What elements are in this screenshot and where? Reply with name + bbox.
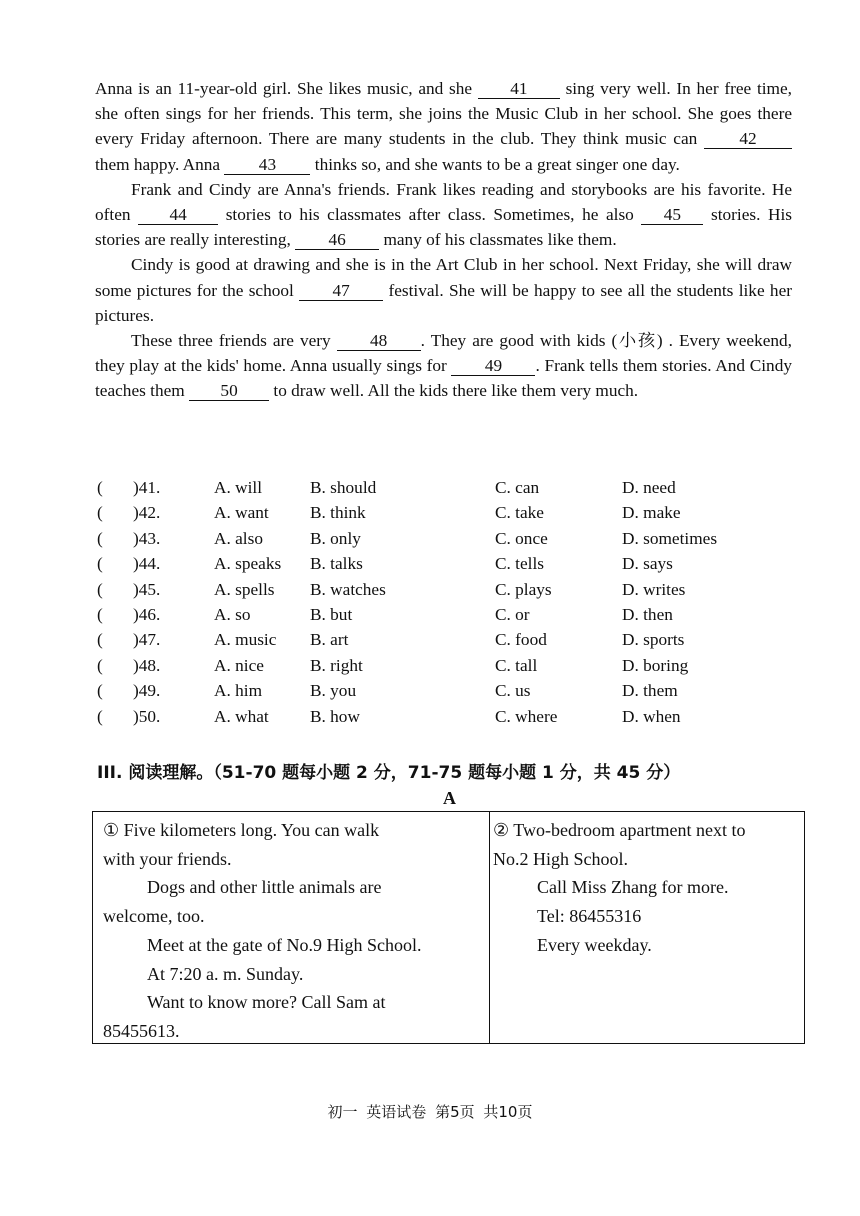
answer-paren: (	[97, 655, 103, 675]
passage-text: festival. She will be happy to see all the students like her pictures.	[95, 280, 792, 325]
answer-paren: (	[97, 630, 103, 650]
option-b: B. you	[310, 681, 357, 701]
passage-text: Frank and Cindy are Anna's friends. Frank likes reading and storybooks are his favorite. He often	[95, 179, 792, 225]
option-a: A. want	[214, 503, 269, 523]
option-b: B. watches	[310, 579, 386, 599]
ad-line: Tel: 86455316	[537, 906, 642, 927]
blank-48: 48	[337, 331, 421, 351]
answer-paren: (	[97, 503, 103, 523]
option-a: A. spells	[214, 579, 275, 599]
option-b: B. art	[310, 630, 349, 650]
page-footer: 初一 英语试卷 第5页 共10页	[327, 1103, 533, 1121]
option-row-44	[97, 554, 797, 579]
option-c: C. tall	[495, 655, 538, 675]
passage-text: . They are good with kids (小孩) . Every weekend, they play at the kids' home. Anna usually sings for	[95, 331, 792, 376]
blank-43: 43	[224, 155, 310, 175]
answer-paren: (	[97, 478, 103, 497]
option-d: D. need	[622, 478, 676, 497]
blank-49: 49	[451, 356, 535, 376]
option-c: C. food	[495, 630, 547, 650]
ad-walk	[103, 816, 483, 1046]
ad-apartment	[493, 816, 799, 960]
question-number: )48.	[133, 655, 161, 675]
passage-paragraph-3	[95, 252, 792, 328]
option-row-50	[97, 707, 797, 732]
option-d: D. says	[622, 554, 673, 574]
option-a: A. so	[214, 604, 251, 624]
passage-text: stories. His stories are really interesting,	[95, 205, 793, 250]
option-c: C. where	[495, 706, 558, 726]
passage-paragraph-1	[95, 76, 792, 177]
passage-text: many of his classmates like them.	[383, 230, 617, 250]
option-d: D. sports	[622, 630, 685, 650]
option-a: A. music	[214, 630, 277, 650]
blank-47: 47	[299, 281, 383, 301]
option-a: A. what	[214, 706, 269, 726]
option-row-46	[97, 605, 797, 630]
question-number: )44.	[133, 554, 161, 574]
ad-line: Every weekday.	[537, 934, 652, 955]
option-c: C. take	[495, 503, 544, 523]
answer-paren: (	[97, 681, 103, 701]
question-number: )41.	[133, 478, 161, 497]
option-d: D. writes	[622, 579, 686, 599]
ad-line: ② Two-bedroom apartment next to	[493, 820, 746, 840]
question-number: )50.	[133, 706, 161, 726]
option-b: B. but	[310, 604, 353, 624]
question-number: )45.	[133, 579, 161, 599]
answer-options	[97, 478, 797, 732]
option-d: D. boring	[622, 655, 689, 675]
ad-line: 85455613.	[103, 1020, 180, 1041]
option-b: B. how	[310, 706, 360, 726]
option-c: C. us	[495, 681, 531, 701]
option-d: D. then	[622, 604, 673, 624]
passage-text: thinks so, and she wants to be a great singer one day.	[314, 154, 680, 174]
option-row-42	[97, 503, 797, 528]
answer-paren: (	[97, 579, 103, 599]
option-a: A. nice	[214, 655, 264, 675]
question-number: )47.	[133, 630, 161, 650]
ad-line: with your friends.	[103, 848, 232, 869]
blank-42: 42	[704, 129, 792, 149]
answer-paren: (	[97, 528, 103, 548]
option-row-49	[97, 681, 797, 706]
ad-line: Dogs and other little animals are	[147, 877, 382, 898]
section-letter: A	[443, 788, 456, 808]
answer-paren: (	[97, 604, 103, 624]
option-row-41	[97, 478, 797, 503]
passage-text: . Frank tells them stories. And Cindy teaches them	[95, 356, 792, 401]
option-c: C. or	[495, 604, 530, 624]
option-a: A. him	[214, 681, 263, 701]
option-d: D. make	[622, 503, 681, 523]
question-number: )43.	[133, 528, 161, 548]
option-b: B. right	[310, 655, 363, 675]
option-b: B. think	[310, 503, 366, 523]
option-c: C. can	[495, 478, 540, 497]
ad-line: Meet at the gate of No.9 High School.	[147, 934, 422, 955]
passage-paragraph-4	[95, 328, 792, 404]
answer-paren: (	[97, 706, 103, 726]
blank-46: 46	[295, 230, 379, 250]
ads-table	[92, 811, 805, 1044]
ad-line: Want to know more? Call Sam at	[147, 992, 386, 1013]
passage-text: Cindy is good at drawing and she is in the Art Club in her school. Next Friday, she will draw some pictures for the school	[95, 255, 792, 300]
blank-41: 41	[478, 79, 560, 99]
passage-text: stories to his classmates after class. Sometimes, he also	[225, 205, 634, 225]
option-d: D. when	[622, 706, 681, 726]
ad-line: welcome, too.	[103, 906, 205, 927]
blank-45: 45	[641, 205, 703, 225]
blank-44: 44	[138, 205, 218, 225]
question-number: )49.	[133, 681, 161, 701]
passage-text: sing very well. In her free time, she often sings for her friends. This term, she joins the Music Club in her school. She goes there every Friday afternoon. There are many students in the club. They think music can	[95, 79, 792, 149]
column-divider	[489, 812, 490, 1043]
option-b: B. talks	[310, 554, 363, 574]
answer-paren: (	[97, 554, 103, 574]
option-row-45	[97, 580, 797, 605]
cloze-passage	[95, 76, 792, 404]
question-number: )46.	[133, 604, 161, 624]
option-row-48	[97, 656, 797, 681]
ad-line: No.2 High School.	[493, 848, 628, 869]
option-d: D. sometimes	[622, 528, 718, 548]
option-c: C. tells	[495, 554, 544, 574]
passage-paragraph-2	[95, 177, 792, 253]
option-c: C. plays	[495, 579, 552, 599]
option-b: B. only	[310, 528, 361, 548]
section-title: III. 阅读理解。（51-70 题每小题 2 分，71-75 题每小题 1 分，共 45 分）	[97, 763, 681, 783]
ad-line: ① Five kilometers long. You can walk	[103, 820, 380, 840]
question-number: )42.	[133, 503, 161, 523]
option-b: B. should	[310, 478, 377, 497]
option-row-43	[97, 529, 797, 554]
ad-line: Call Miss Zhang for more.	[537, 877, 729, 898]
option-a: A. speaks	[214, 554, 282, 574]
option-c: C. once	[495, 528, 548, 548]
option-row-47	[97, 630, 797, 655]
passage-text: them happy. Anna	[95, 154, 221, 174]
passage-text: to draw well. All the kids there like them very much.	[273, 381, 639, 401]
passage-text: Anna is an 11-year-old girl. She likes music, and she	[95, 79, 473, 98]
option-a: A. will	[214, 478, 263, 497]
blank-50: 50	[189, 381, 269, 401]
option-d: D. them	[622, 681, 678, 701]
passage-text: These three friends are very	[131, 331, 331, 351]
ad-line: At 7:20 a. m. Sunday.	[147, 963, 304, 984]
option-a: A. also	[214, 528, 263, 548]
